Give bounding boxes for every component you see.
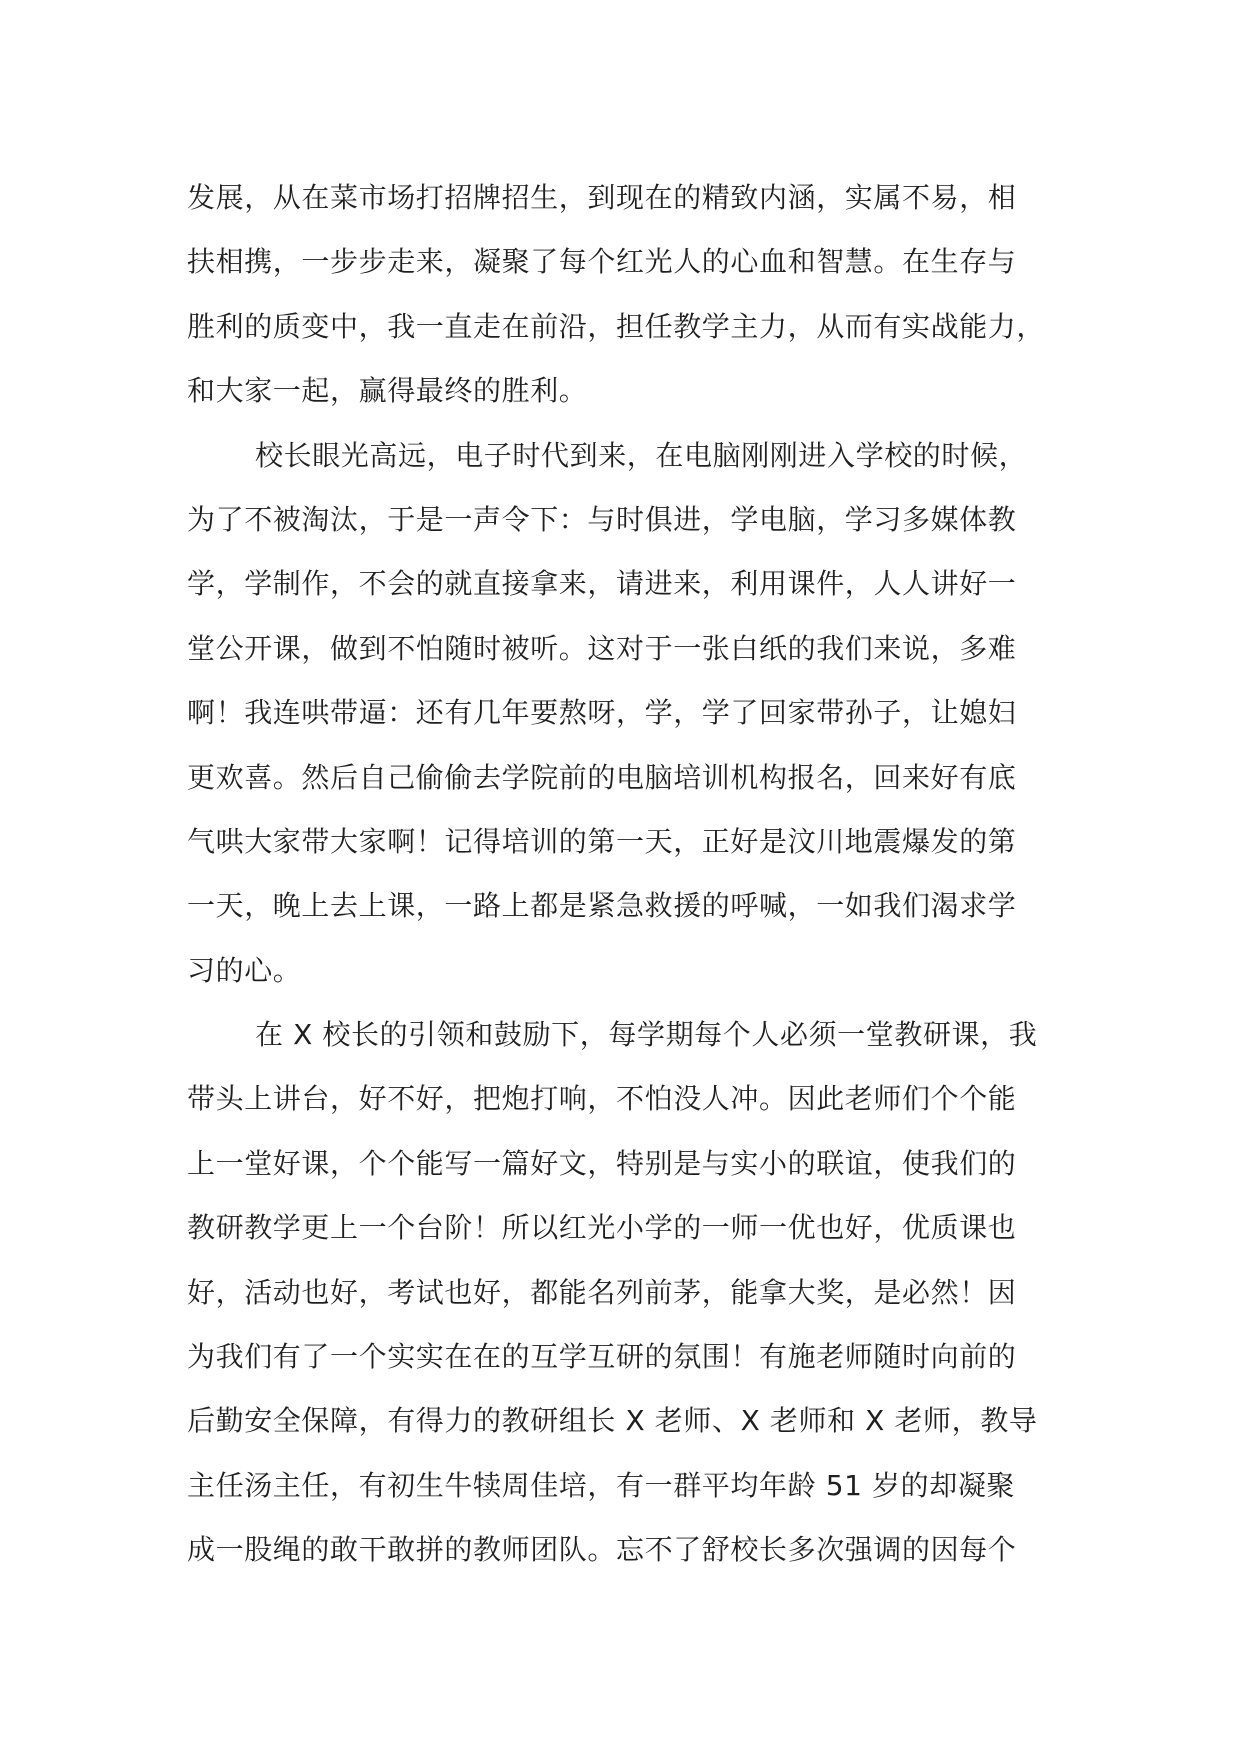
text-line: 为了不被淘汰，于是一声令下：与时俱进，学电脑，学习多媒体教 — [187, 502, 1017, 536]
text-line: 啊！我连哄带逼：还有几年要熬呀，学，学了回家带孙子，让媳妇 — [187, 696, 1017, 730]
text-line: 主任汤主任，有初生牛犊周佳培，有一群平均年龄 51 岁的却凝聚 — [187, 1468, 1016, 1502]
text-line: 堂公开课，做到不怕随时被听。这对于一张白纸的我们来说，多难 — [187, 631, 1017, 665]
text-line: 教研教学更上一个台阶！所以红光小学的一师一优也好，优质课也 — [187, 1211, 1017, 1245]
text-line: 带头上讲台，好不好，把炮打响，不怕没人冲。因此老师们个个能 — [187, 1082, 1017, 1116]
text-line: 成一股绳的敢干敢拼的教师团队。忘不了舒校长多次强调的因每个 — [187, 1533, 1017, 1567]
text-line: 气哄大家带大家啊！记得培训的第一天，正好是汶川地震爆发的第 — [187, 824, 1017, 858]
text-line: 发展，从在菜市场打招牌招生，到现在的精致内涵，实属不易，相 — [187, 181, 1017, 214]
text-line: 为我们有了一个实实在在的互学互研的氛围！有施老师随时向前的 — [187, 1340, 1017, 1374]
text-line: 学，学制作，不会的就直接拿来，请进来，利用课件，人人讲好一 — [187, 567, 1017, 601]
text-line: 后勤安全保障，有得力的教研组长 X 老师、X 老师和 X 老师，教导 — [187, 1404, 1038, 1438]
body-text — [187, 166, 1087, 1583]
text-line: 更欢喜。然后自己偷偷去学院前的电脑培训机构报名，回来好有底 — [187, 760, 1017, 794]
text-line: 扶相携，一步步走来，凝聚了每个红光人的心血和智慧。在生存与 — [187, 245, 1017, 279]
text-line: 好，活动也好，考试也好，都能名列前茅，能拿大奖，是必然！因 — [187, 1275, 1017, 1309]
text-line: 和大家一起，赢得最终的胜利。 — [187, 374, 588, 408]
text-line: 上一堂好课，个个能写一篇好文，特别是与实小的联谊，使我们的 — [187, 1146, 1017, 1180]
text-line: 胜利的质变中，我一直走在前沿，担任教学主力，从而有实战能力， — [187, 309, 1046, 343]
paragraph-start-line: 在 X 校长的引领和鼓励下，每学期每个人必须一堂教研课，我 — [255, 1018, 1038, 1052]
text-line: 一天，晚上去上课，一路上都是紧急救援的呼喊，一如我们渴求学 — [187, 889, 1017, 923]
text-line: 习的心。 — [187, 953, 302, 987]
paragraph-start-line: 校长眼光高远，电子时代到来，在电脑刚刚进入学校的时候， — [255, 438, 1028, 472]
